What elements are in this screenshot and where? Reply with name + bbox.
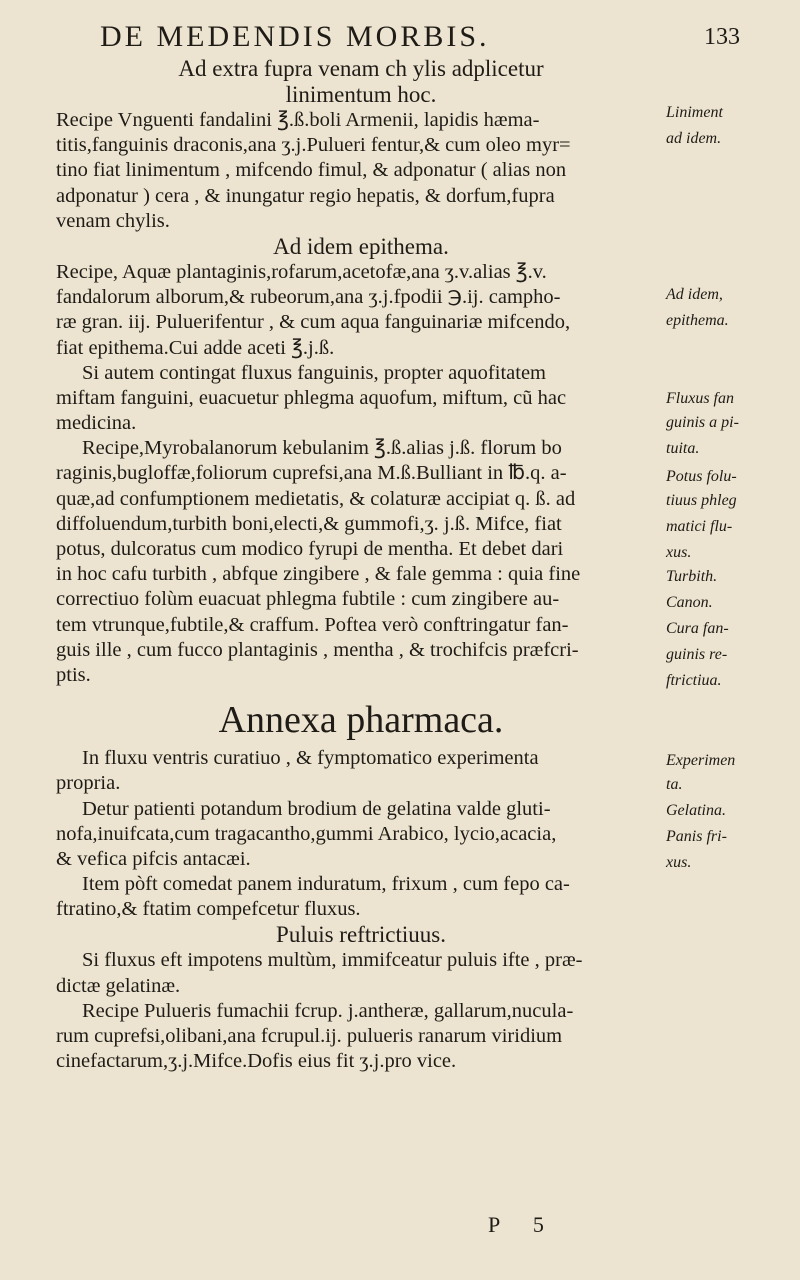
text-line: & vefica pifcis antacæi.	[56, 847, 251, 870]
margin-note: ta.	[666, 776, 683, 793]
margin-note: guinis a pi-	[666, 414, 739, 431]
heading-annexa-pharmaca: Annexa pharmaca.	[218, 699, 504, 742]
text-line: propria.	[56, 772, 121, 795]
text-line: Item pòft comedat panem induratum, frixum , cum fepo ca-	[82, 873, 570, 896]
text-line: ftratino,& ftatim compefcetur fluxus.	[56, 898, 361, 921]
paragraph-recipe-epithema	[56, 260, 666, 361]
margin-note: ad idem.	[666, 130, 722, 147]
margin-note: Canon.	[666, 594, 713, 611]
paragraph-fluxus	[56, 361, 666, 437]
text-line: quæ,ad confumptionem medietatis, & colaturæ accipiat q. ß. ad	[56, 487, 576, 510]
text-line: Si fluxus eft impotens multùm, immifceatur puluis ifte , præ-	[82, 949, 583, 972]
text-line: diffoluendum,turbith boni,electi,& gummofi,ʒ. j.ß. Mifce, fiat	[56, 512, 562, 535]
margin-note: epithema.	[666, 312, 729, 329]
margin-note: tuita.	[666, 440, 700, 457]
text-line: Recipe,Myrobalanorum kebulanim ℥.ß.alias j.ß. florum bo	[82, 437, 562, 460]
margin-note: tiuus phleg	[666, 492, 737, 509]
main-text	[56, 56, 666, 1074]
margin-note: Fluxus fan	[666, 390, 734, 407]
text-line: miftam fanguini, euacuetur phlegma aquofum, miftum, cũ hac	[56, 386, 567, 409]
heading-puluis: Puluis reftrictiuus.	[276, 922, 446, 948]
text-line: Detur patienti potandum brodium de gelatina valde gluti-	[82, 797, 551, 820]
text-line: potus, dulcoratus cum modico fyrupi de mentha. Et debet dari	[56, 538, 564, 560]
paragraph-recipe-myrobalanorum	[56, 436, 666, 688]
text-line: In fluxu ventris curatiuo , & fymptomatico experimenta	[82, 747, 539, 770]
text-line: tino fiat linimentum , mifcendo fimul, & adponatur ( alias non	[56, 159, 567, 182]
paragraph-si-fluxus	[56, 948, 666, 998]
margin-note: Cura fan-	[666, 620, 729, 637]
margin-note: guinis re-	[666, 646, 728, 663]
margin-note: xus.	[666, 544, 692, 561]
signature-mark: P 5	[488, 1212, 558, 1237]
text-line: correctiuo folùm euacuat phlegma fubtile : cum zingibere au-	[56, 588, 560, 611]
text-line: Recipe, Aquæ plantaginis,rofarum,acetofæ,ana ʒ.v.alias ℥.v.	[56, 260, 547, 283]
heading-linimentum: linimentum hoc.	[285, 82, 437, 107]
page-header	[100, 20, 740, 60]
text-line: ræ gran. iij. Puluerifentur , & cum aqua fanguinariæ mifcendo,	[56, 311, 571, 334]
text-line: ptis.	[56, 663, 91, 686]
text-line: Recipe Pulueris fumachii fcrup. j.antheræ, gallarum,nucula-	[82, 999, 574, 1022]
text-line: adponatur ) cera , & inungatur regio hepatis, & dorfum,fupra	[56, 184, 555, 207]
text-line: fandalorum alborum,& rubeorum,ana ʒ.j.fpodii ℈.ij. campho-	[56, 286, 561, 309]
margin-note: xus.	[666, 854, 692, 871]
margin-note: Liniment	[666, 104, 723, 121]
text-line: titis,fanguinis draconis,ana ʒ.j.Pulueri fentur,& cum oleo myr=	[56, 134, 571, 157]
text-line: raginis,bugloffæ,foliorum cuprefsi,ana M.ß.Bulliant in ℔.q. a-	[56, 462, 567, 485]
paragraph-recipe-linimentum	[56, 108, 666, 234]
margin-note: Turbith.	[666, 568, 718, 585]
text-line: in hoc cafu turbith , abfque zingibere , & fale gemma : quia fine	[56, 563, 581, 586]
text-line: rum cuprefsi,olibani,ana fcrupul.ij. pulueris ranarum viridium	[56, 1025, 563, 1047]
text-line: guis ille , cum fucco plantaginis , mentha , & trochifcis præfcri-	[56, 638, 579, 661]
text-line: fiat epithema.Cui adde aceti ℥.j.ß.	[56, 336, 335, 359]
margin-note: ftrictiua.	[666, 672, 722, 689]
paragraph-experimenta	[56, 746, 666, 796]
text-line: nofa,inuifcata,cum tragacantho,gummi Arabico, lycio,acacia,	[56, 822, 557, 845]
text-line: venam chylis.	[56, 209, 170, 232]
text-line: tem vtrunque,fubtile,& craffum. Poftea verò conftringatur fan-	[56, 613, 569, 636]
heading-ad-extra: Ad extra fupra venam ch ylis adplicetur	[178, 56, 544, 81]
text-line: Recipe Vnguenti fandalini ℥.ß.boli Armenii, lapidis hæma-	[56, 109, 540, 131]
paragraph-panis	[56, 872, 666, 922]
margin-note: Potus folu-	[666, 468, 737, 485]
margin-note: Panis fri-	[666, 828, 727, 845]
margin-note: Experimen	[666, 752, 736, 769]
text-line: dictæ gelatinæ.	[56, 974, 181, 997]
margin-note: matici flu-	[666, 518, 733, 535]
running-title: DE MEDENDIS MORBIS.	[100, 20, 490, 53]
margin-note: Gelatina.	[666, 802, 726, 819]
text-line: medicina.	[56, 412, 137, 435]
page-number: 133	[704, 24, 740, 50]
paragraph-recipe-pulueris	[56, 999, 666, 1075]
text-line: cinefactarum,ʒ.j.Mifce.Dofis eius fit ʒ.j.pro vice.	[56, 1050, 457, 1073]
paragraph-gelatina	[56, 797, 666, 873]
heading-epithema: Ad idem epithema.	[273, 233, 449, 259]
text-line: Si autem contingat fluxus fanguinis, propter aquofitatem	[82, 361, 546, 384]
margin-note: Ad idem,	[666, 286, 723, 303]
